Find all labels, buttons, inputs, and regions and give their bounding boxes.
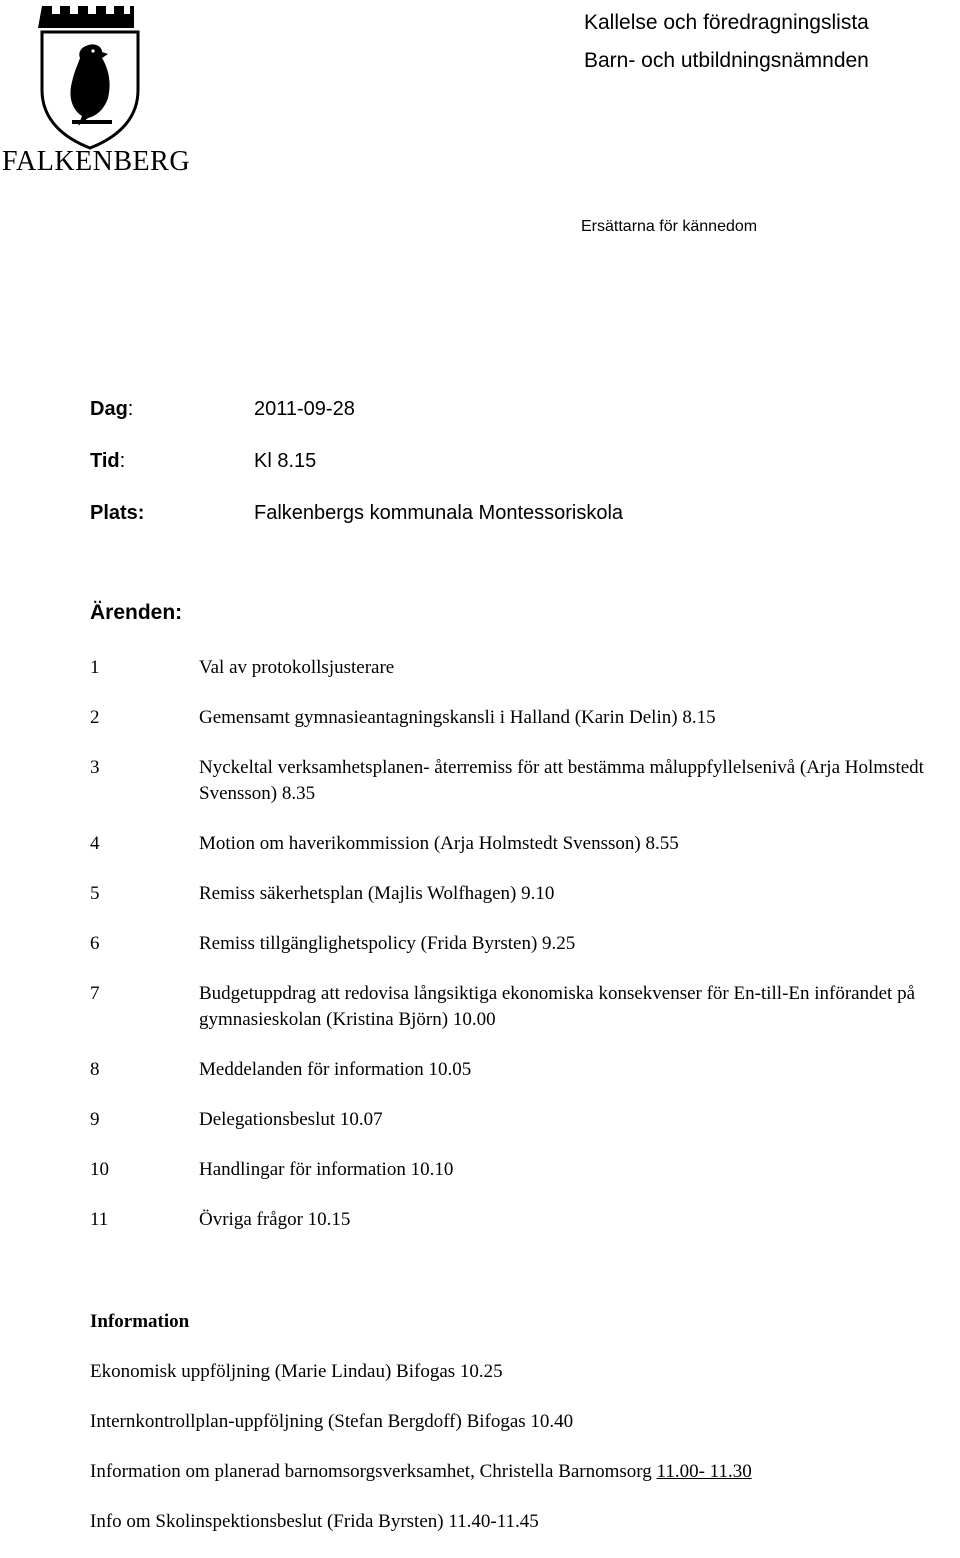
document-header <box>584 4 869 80</box>
item-text: Remiss tillgänglighetspolicy (Frida Byrsten) 9.25 <box>199 933 576 954</box>
coat-of-arms-icon <box>38 2 142 152</box>
committee-name: Barn- och utbildningsnämnden <box>584 49 869 72</box>
item-number: 2 <box>90 707 100 728</box>
item-text: Övriga frågor 10.15 <box>199 1209 351 1230</box>
place-value: Falkenbergs kommunala Montessoriskola <box>254 502 624 524</box>
item-number: 6 <box>90 933 100 954</box>
item-text: Remiss säkerhetsplan (Majlis Wolfhagen) 9.10 <box>199 883 555 904</box>
document-title: Kallelse och föredragningslista <box>584 11 869 34</box>
information-line <box>90 1458 950 1486</box>
agenda-item <box>90 705 950 731</box>
agenda-list <box>90 655 950 1257</box>
information-time: 11.00- 11.30 <box>656 1461 752 1482</box>
item-text: Handlingar för information 10.10 <box>199 1159 454 1180</box>
items-heading: Ärenden: <box>90 601 183 624</box>
agenda-item <box>90 1057 950 1083</box>
agenda-item <box>90 931 950 957</box>
information-line: Info om Skolinspektionsbeslut (Frida Byrsten) 11.40-11.45 <box>90 1511 539 1532</box>
municipality-logo <box>0 0 191 180</box>
place-label: Plats: <box>90 502 145 524</box>
item-text: Gemensamt gymnasieantagningskansli i Halland (Karin Delin) 8.15 <box>199 707 716 728</box>
time-value: Kl 8.15 <box>254 450 317 472</box>
information-line: Internkontrollplan-uppföljning (Stefan Bergdoff) Bifogas 10.40 <box>90 1411 574 1432</box>
item-number: 11 <box>90 1209 109 1230</box>
item-number: 7 <box>90 983 100 1004</box>
date-label: Dag: <box>90 398 134 420</box>
item-text: Nyckeltal verksamhetsplanen- återremiss för att bestämma måluppfyllelsenivå (Arja Holmstedt Svensson) 8.35 <box>199 757 924 804</box>
time-label: Tid: <box>90 450 126 472</box>
item-text: Val av protokollsjusterare <box>199 657 395 678</box>
item-number: 1 <box>90 657 100 678</box>
information-line: Ekonomisk uppföljning (Marie Lindau) Bifogas 10.25 <box>90 1361 503 1382</box>
information-section <box>90 1308 950 1558</box>
information-heading: Information <box>90 1311 190 1332</box>
item-number: 10 <box>90 1159 109 1180</box>
item-number: 8 <box>90 1059 100 1080</box>
logo-wordmark: FALKENBERG <box>2 146 191 177</box>
agenda-item <box>90 1207 950 1233</box>
item-number: 5 <box>90 883 100 904</box>
agenda-item <box>90 1157 950 1183</box>
agenda-item <box>90 755 950 807</box>
item-number: 9 <box>90 1109 100 1130</box>
item-text: Budgetuppdrag att redovisa långsiktiga ekonomiska konsekvenser för En-till-En införandet på gymnasieskolan (Kristina Björn) 10.00 <box>199 983 916 1030</box>
agenda-item <box>90 1107 950 1133</box>
item-text: Meddelanden för information 10.05 <box>199 1059 472 1080</box>
item-number: 3 <box>90 757 100 778</box>
date-value: 2011-09-28 <box>254 398 355 420</box>
agenda-item <box>90 655 950 681</box>
information-text: Information om planerad barnomsorgsverksamhet, Christella Barnomsorg <box>90 1461 657 1482</box>
agenda-item <box>90 831 950 857</box>
agenda-item <box>90 981 950 1033</box>
item-text: Delegationsbeslut 10.07 <box>199 1109 383 1130</box>
recipients-note: Ersättarna för kännedom <box>581 218 758 235</box>
agenda-item <box>90 881 950 907</box>
item-text: Motion om haverikommission (Arja Holmstedt Svensson) 8.55 <box>199 833 679 854</box>
item-number: 4 <box>90 833 100 854</box>
